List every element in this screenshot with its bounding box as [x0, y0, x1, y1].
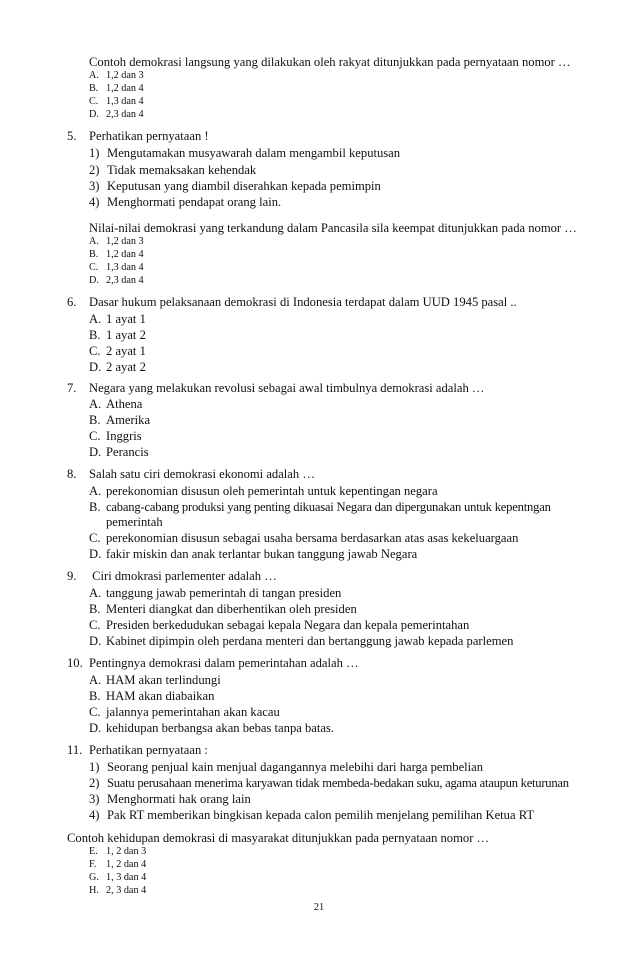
- option-label: D.: [89, 360, 102, 374]
- option-text: 1 ayat 1: [106, 312, 146, 326]
- option-text: 2 ayat 1: [106, 344, 146, 358]
- statement-label: 4): [89, 195, 100, 209]
- option-text: 1, 2 dan 4: [106, 859, 147, 870]
- question-text: Perhatikan pernyataan !: [89, 129, 209, 143]
- question-text: Dasar hukum pelaksanaan demokrasi di Indonesia terdapat dalam UUD 1945 pasal ..: [89, 295, 517, 309]
- question-text: Salah satu ciri demokrasi ekonomi adalah …: [89, 467, 315, 481]
- statement-text: Mengutamakan musyawarah dalam mengambil keputusan: [107, 146, 401, 160]
- option-label: C.: [89, 531, 101, 545]
- option-label: B.: [89, 602, 101, 616]
- option-text: Presiden berkedudukan sebagai kepala Negara dan kepala pemerintahan: [106, 618, 470, 632]
- question-number: 5.: [67, 129, 77, 143]
- option-text: Menteri diangkat dan diberhentikan oleh presiden: [106, 602, 357, 616]
- option-text: 1,2 dan 4: [106, 249, 144, 260]
- option-text: 1,2 dan 4: [106, 83, 144, 94]
- option-label: A.: [89, 484, 102, 498]
- option-label: A.: [89, 70, 99, 81]
- question-number: 9.: [67, 569, 77, 583]
- option-label: D.: [89, 634, 102, 648]
- statement-text: Suatu perusahaan menerima karyawan tidak membeda-bedakan suku, agama ataupun keturunan: [107, 776, 569, 790]
- option-text: 1, 2 dan 3: [106, 846, 147, 857]
- question-number: 10.: [67, 656, 83, 670]
- option-text: HAM akan diabaikan: [106, 689, 215, 703]
- option-label: D.: [89, 721, 102, 735]
- statement-label: 3): [89, 792, 100, 806]
- option-label: E.: [89, 846, 98, 857]
- statement-text: Pak RT memberikan bingkisan kepada calon pemilih menjelang pemilihan Ketua RT: [107, 808, 535, 822]
- option-label: C.: [89, 705, 101, 719]
- statement-label: 2): [89, 776, 100, 790]
- option-label: G.: [89, 872, 99, 883]
- option-label: A.: [89, 586, 102, 600]
- option-text: jalannya pemerintahan akan kacau: [106, 705, 280, 719]
- q5-prompt: Nilai-nilai demokrasi yang terkandung dalam Pancasila sila keempat ditunjukkan pada nomor …: [89, 221, 577, 235]
- option-text: perekonomian disusun oleh pemerintah untuk kepentingan negara: [106, 484, 438, 498]
- option-text: Athena: [106, 397, 143, 411]
- statement-text: Keputusan yang diambil diserahkan kepada pemimpin: [107, 179, 381, 193]
- question-text: Perhatikan pernyataan :: [89, 743, 208, 757]
- question-number: 6.: [67, 295, 77, 309]
- option-text: Inggris: [106, 429, 142, 443]
- statement-text: Menghormati pendapat orang lain.: [107, 195, 282, 209]
- statement-label: 2): [89, 163, 100, 177]
- option-label: D.: [89, 109, 99, 120]
- option-text: 1,2 dan 3: [106, 70, 144, 81]
- option-label: C.: [89, 96, 99, 107]
- option-text: 1 ayat 2: [106, 328, 146, 342]
- option-text: 1, 3 dan 4: [106, 872, 147, 883]
- question-text: Negara yang melakukan revolusi sebagai awal timbulnya demokrasi adalah …: [89, 381, 485, 395]
- statement-text: Seorang penjual kain menjual dagangannya melebihi dari harga pembelian: [107, 760, 484, 774]
- page-number: 21: [313, 902, 325, 913]
- option-label: C.: [89, 344, 101, 358]
- option-text: 2, 3 dan 4: [106, 885, 147, 896]
- option-label: A.: [89, 673, 102, 687]
- option-text: perekonomian disusun sebagai usaha bersama berdasarkan atas asas kekeluargaan: [106, 531, 519, 545]
- option-text: cabang-cabang produksi yang penting dikuasai Negara dan dipergunakan untuk kepentngan: [106, 500, 551, 514]
- option-label: D.: [89, 547, 102, 561]
- option-text: 2 ayat 2: [106, 360, 146, 374]
- option-label: H.: [89, 885, 99, 896]
- option-text: fakir miskin dan anak terlantar bukan tanggung jawab Negara: [106, 547, 418, 561]
- option-label: B.: [89, 689, 101, 703]
- option-text: kehidupan berbangsa akan bebas tanpa batas.: [106, 721, 334, 735]
- option-text: Amerika: [106, 413, 151, 427]
- option-text: Perancis: [106, 445, 149, 459]
- option-label: C.: [89, 429, 101, 443]
- option-label: A.: [89, 236, 99, 247]
- option-text: tanggung jawab pemerintah di tangan presiden: [106, 586, 342, 600]
- statement-label: 1): [89, 146, 100, 160]
- option-label: D.: [89, 275, 99, 286]
- option-label: B.: [89, 500, 101, 514]
- option-text: 1,3 dan 4: [106, 96, 144, 107]
- statement-text: Tidak memaksakan kehendak: [107, 163, 257, 177]
- option-text: 1,3 dan 4: [106, 262, 144, 273]
- question-number: 8.: [67, 467, 77, 481]
- question-text: Pentingnya demokrasi dalam pemerintahan adalah …: [89, 656, 359, 670]
- q4-prompt: Contoh demokrasi langsung yang dilakukan oleh rakyat ditunjukkan pada pernyataan nomor …: [89, 55, 571, 69]
- option-label: C.: [89, 618, 101, 632]
- option-label: B.: [89, 249, 99, 260]
- option-text: 2,3 dan 4: [106, 109, 144, 120]
- question-number: 7.: [67, 381, 77, 395]
- statement-text: Menghormati hak orang lain: [107, 792, 251, 806]
- question-text: Ciri dmokrasi parlementer adalah …: [89, 569, 277, 583]
- option-label: A.: [89, 397, 102, 411]
- option-label: F.: [89, 859, 97, 870]
- option-label: B.: [89, 83, 99, 94]
- option-text: Kabinet dipimpin oleh perdana menteri dan bertanggung jawab kepada parlemen: [106, 634, 514, 648]
- option-text: 1,2 dan 3: [106, 236, 144, 247]
- option-label: D.: [89, 445, 102, 459]
- statement-label: 3): [89, 179, 100, 193]
- option-label: B.: [89, 328, 101, 342]
- option-label: C.: [89, 262, 99, 273]
- q8-option-continuation: pemerintah: [106, 515, 163, 529]
- option-label: A.: [89, 312, 102, 326]
- option-label: B.: [89, 413, 101, 427]
- q11-prompt: Contoh kehidupan demokrasi di masyarakat ditunjukkan pada pernyataan nomor …: [67, 831, 490, 845]
- statement-label: 4): [89, 808, 100, 822]
- statement-label: 1): [89, 760, 100, 774]
- question-number: 11.: [67, 743, 83, 757]
- option-text: 2,3 dan 4: [106, 275, 144, 286]
- option-text: HAM akan terlindungi: [106, 673, 221, 687]
